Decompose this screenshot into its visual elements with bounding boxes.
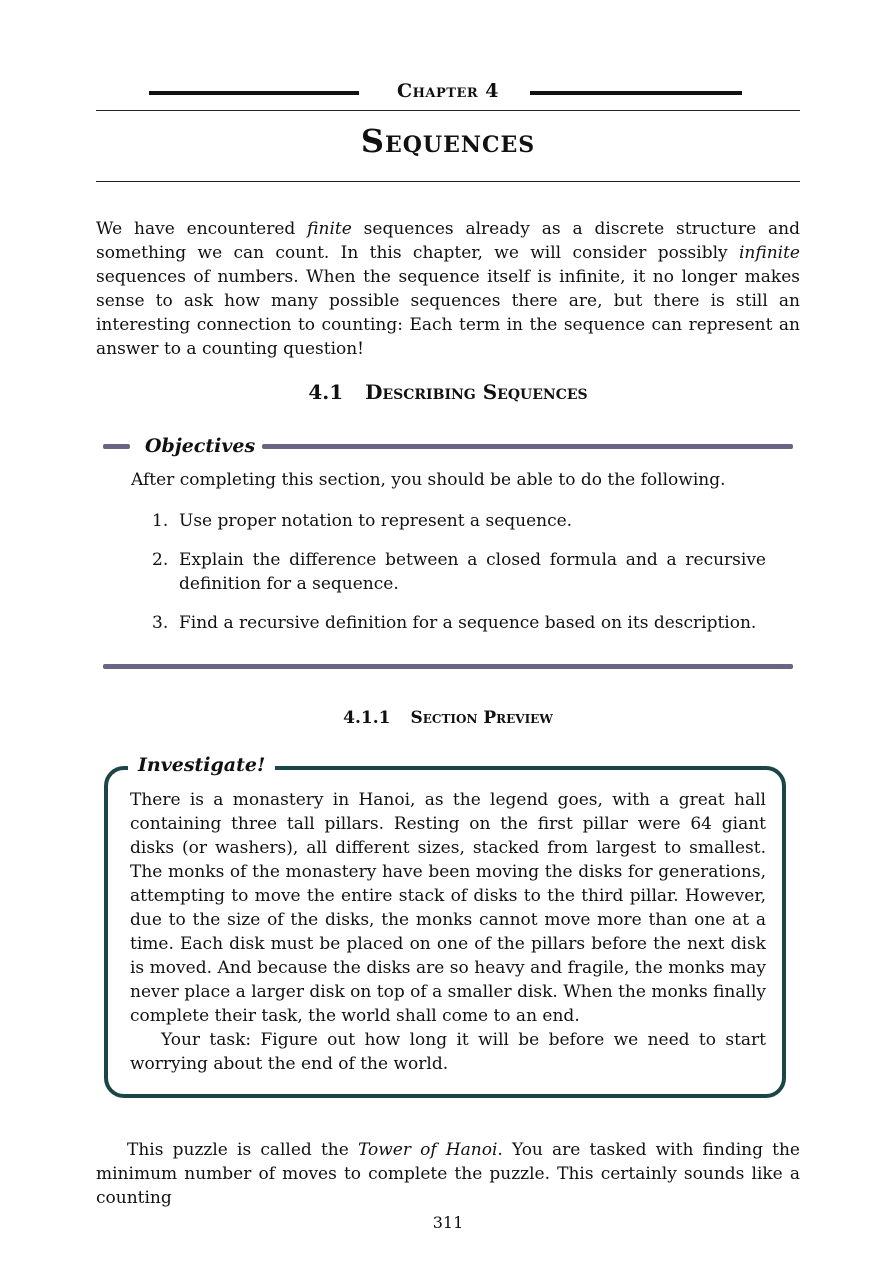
subsection-title: Section Preview (410, 708, 553, 728)
section-heading (96, 380, 800, 404)
chapter-top-rule (96, 110, 800, 111)
chapter-label: Chapter 4 (397, 80, 499, 102)
page-number: 311 (432, 1213, 464, 1232)
objectives-rule-left (103, 444, 130, 449)
subsection-heading (96, 708, 800, 728)
emphasis-finite: finite (307, 219, 352, 239)
investigate-label: Investigate! (128, 754, 275, 776)
objectives-list (152, 509, 766, 650)
objectives-intro: After completing this section, you should be able to do the following. (131, 470, 726, 490)
intro-paragraph: We have encountered finite sequences already as a discrete structure and something we can count. In this chapter, we will consider possibly infinite sequences of numbers. When the sequence itself is infinite, it no longer makes sense to ask how many possible sequences there are, but there is still an interesting connection to counting: Each term in the sequence can represent an answer to a counting question! (96, 219, 800, 359)
objective-item: 3. Find a recursive definition for a sequence based on its description. (152, 613, 757, 633)
section-number: 4.1 (308, 380, 344, 404)
chapter-header (96, 78, 800, 108)
chapter-title: Sequences (360, 122, 536, 160)
emphasis-tower-of-hanoi: Tower of Hanoi (357, 1140, 498, 1160)
section-title: Describing Sequences (365, 380, 588, 404)
objectives-label: Objectives (145, 435, 256, 457)
objectives-bottom-rule (103, 664, 793, 669)
emphasis-infinite: infinite (738, 243, 800, 263)
closing-paragraph: This puzzle is called the Tower of Hanoi. You are tasked with finding the minimum number of moves to complete the puzzle. This certainly sounds like a counting (96, 1140, 800, 1208)
subsection-number: 4.1.1 (343, 708, 391, 728)
chapter-bottom-rule (96, 181, 800, 182)
objective-item: 1. Use proper notation to represent a sequence. (152, 511, 573, 531)
objective-item: 2. Explain the difference between a closed formula and a recursive definition for a sequence. (152, 550, 766, 594)
objectives-rule-right (262, 444, 793, 449)
investigate-paragraph: There is a monastery in Hanoi, as the legend goes, with a great hall containing three tall pillars. Resting on the first pillar were 64 giant disks (or washers), all different sizes, stacked from largest to smallest. The monks of the monastery have been moving the disks for generations, attempting to move the entire stack of disks to the third pillar. However, due to the size of the disks, the monks cannot move more than one at a time. Each disk must be placed on one of the pillars before the next disk is moved. And because the disks are so heavy and fragile, the monks may never place a larger disk on top of a smaller disk. When the monks finally complete their task, the world shall come to an end. (130, 790, 766, 1026)
investigate-task: Your task: Figure out how long it will be before we need to start worrying about the end of the world. (130, 1030, 766, 1074)
